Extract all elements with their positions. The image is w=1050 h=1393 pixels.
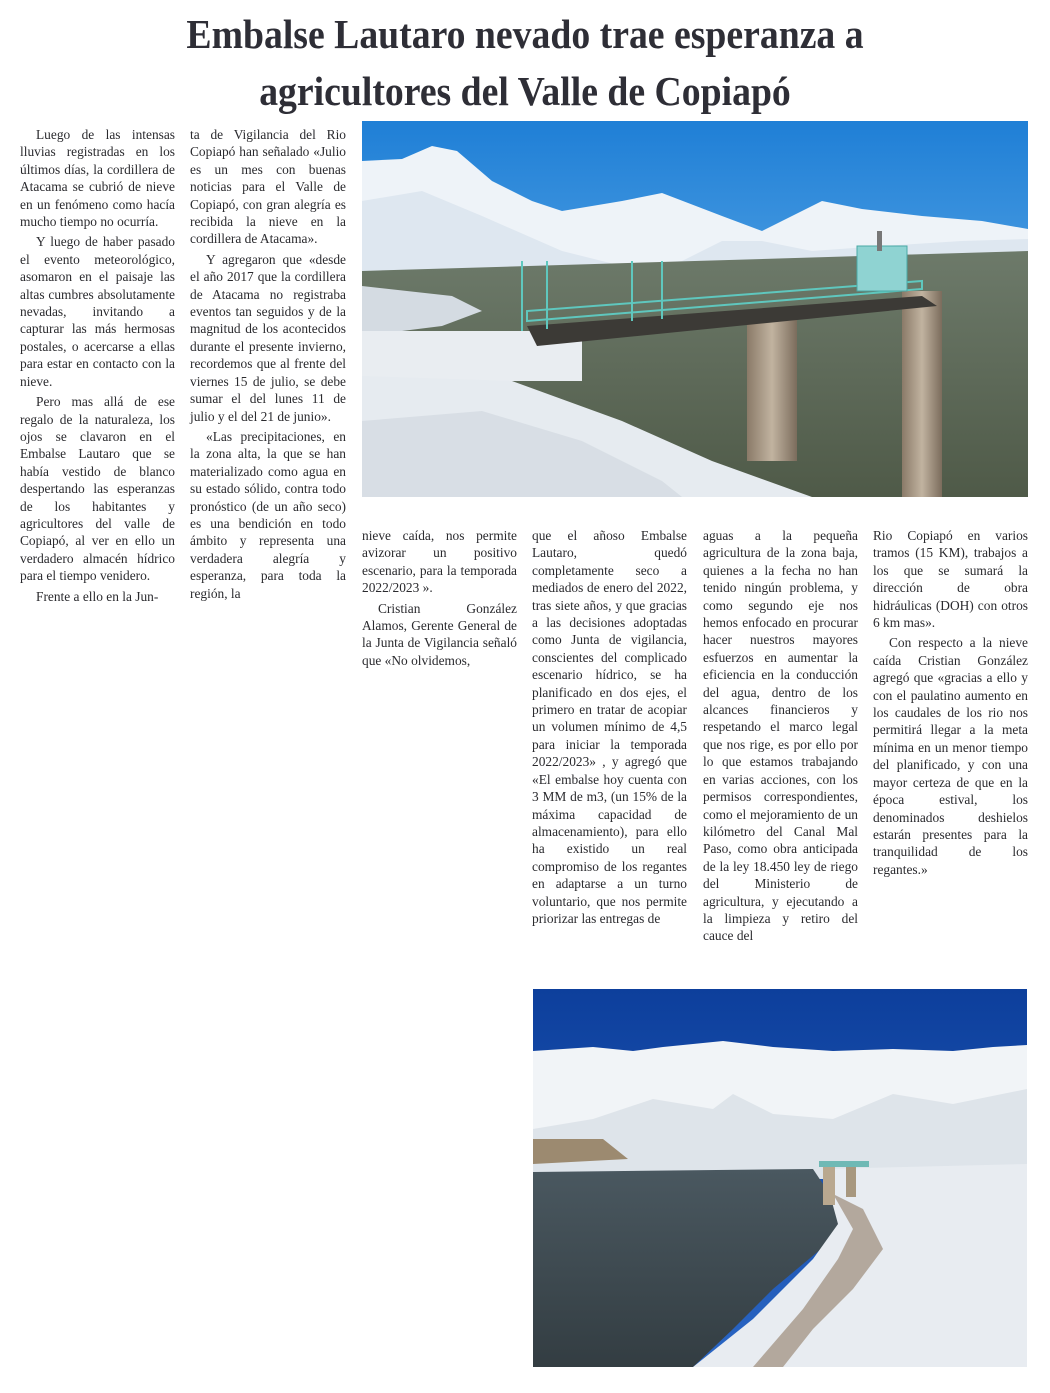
reservoir-intake-tower-photo — [362, 121, 1028, 497]
photo-illustration — [362, 121, 1028, 497]
article-column-3 — [362, 527, 517, 669]
paragraph: Luego de las intensas lluvias registradas en los últimos días, la cordillera de Atacama se cubrió de nieve en un fenómeno como hacía mucho tiempo no ocurría. — [20, 127, 175, 230]
reservoir-panorama-photo — [533, 989, 1027, 1367]
paragraph: nieve caída, nos permite avizorar un positivo escenario, para la temporada 2022/2023 ». — [362, 528, 517, 596]
paragraph: Y luego de haber pasado el evento meteorológico, asomaron en el paisaje las altas cumbres absolutamente nevadas, invitando a capturar las más hermosas postales, o acercarse a ellas para estar en contacto con la nieve. — [20, 234, 175, 389]
paragraph: ta de Vigilancia del Rio Copiapó han señalado «Julio es un mes con buenas noticias para el Valle de Copiapó, con gran alegría es recibida la nieve en la cordillera de Atacama». — [190, 127, 346, 247]
paragraph: aguas a la pequeña agricultura de la zona baja, quienes a la fecha no han tenido ningún problema, y como segundo eje nos hemos enfocado en procurar hacer nuestros mayores esfuerzos en aumentar la eficiencia en la conducción del agua, dentro de los alcances financieros y respetando el marco legal que nos rige, es por ello por lo que estamos trabajando en varias acciones, con los permisos correspondientes, como el mejoramiento de un kilómetro del Canal Mal Paso, como obra anticipada de la ley 18.450 ley de riego del Ministerio de agricultura, y ejecutando a la limpieza y retiro del cauce del — [703, 528, 858, 944]
paragraph: Frente a ello en la Jun- — [36, 588, 159, 604]
photo-illustration — [533, 989, 1027, 1367]
headline-line-2: agricultores del Valle de Copiapó — [259, 68, 791, 114]
headline-line-1: Embalse Lautaro nevado trae esperanza a — [186, 11, 864, 57]
paragraph: Pero mas allá de ese regalo de la naturaleza, los ojos se clavaron en el Embalse Lautaro que se había vestido de blanco despertando las esperanzas de los habitantes y agricultores del valle de Copiapó, al ver en ello un verdadero almacén hídrico para el tiempo venidero. — [20, 394, 175, 584]
article-column-1 — [20, 126, 175, 605]
paragraph: Cristian González Alamos, Gerente General de la Junta de Vigilancia señaló que «No olvidemos, — [362, 600, 517, 668]
article-column-2 — [190, 126, 346, 602]
paragraph: Y agregaron que «desde el año 2017 que la cordillera de Atacama no registraba eventos tan seguidos y de la magnitud de los acontecidos durante el presente invierno, recordemos que al frente del viernes 15 de julio, se debe sumar el del lunes 11 de julio y el del 21 de junio». — [190, 251, 346, 424]
paragraph: Rio Copiapó en varios tramos (15 KM), trabajos a los que se sumará la dirección de obra hidráulicas (DOH) con otros 6 km mas». — [873, 528, 1028, 631]
article-column-6 — [873, 527, 1028, 878]
headline — [42, 6, 1008, 120]
paragraph: «Las precipitaciones, en la zona alta, la que se han materializado como agua en su estado sólido, contra todo pronóstico (de un año seco) es una bendición en todo ámbito y representa una verdadera alegría y esperanza, para toda la región, la — [190, 428, 346, 601]
paragraph: Con respecto a la nieve caída Cristian González agregó que «gracias a ello y con el paulatino aumento en los caudales de los rio nos permitirá llegar a la meta mínima en un menor tiempo del planificado, y con una mayor certeza de que en la época estival, los denominados deshielos estarán presentes para la tranquilidad de los regantes.» — [873, 635, 1028, 877]
article-column-4 — [532, 527, 687, 927]
paragraph: que el añoso Embalse Lautaro, quedó completamente seco a mediados de enero del 2022, tras siete años, y que gracias a las decisiones adoptadas como Junta de vigilancia, conscientes del complicado escenario hídrico, se ha planificado en dos ejes, el primero en tratar de acopiar un volumen mínimo de 4,5 para iniciar la temporada 2022/2023» , y agregó que «El embalse hoy cuenta con 3 MM de m3, (un 15% de la máxima capacidad de almacenamiento), para ello ha existido un real compromiso de los regantes en adaptarse a un turno voluntario, que nos permite priorizar las entregas de — [532, 528, 687, 926]
article-column-5 — [703, 527, 858, 945]
